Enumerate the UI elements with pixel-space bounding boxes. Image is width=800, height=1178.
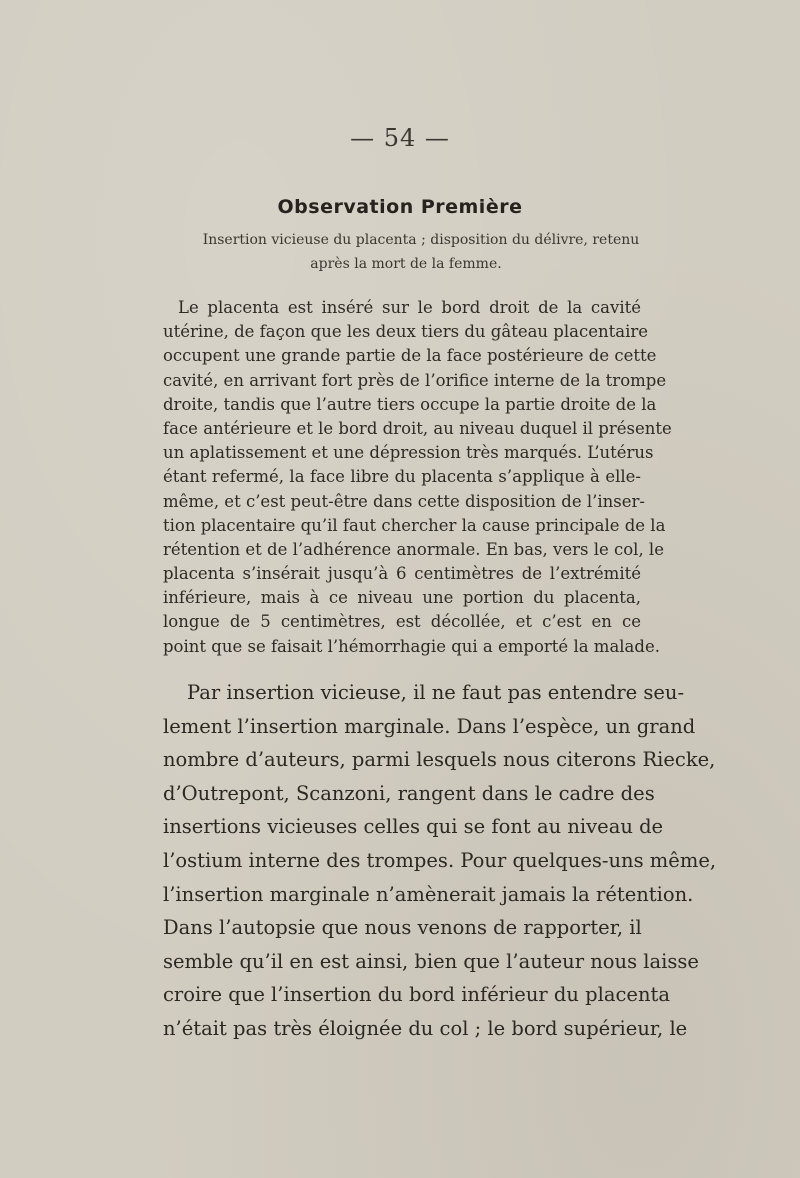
text-line: croire que l’insertion du bord inférieur du placenta — [163, 983, 670, 1007]
text-line: l’ostium interne des trompes. Pour quelques-uns même, — [163, 848, 717, 872]
text-line: point que se faisait l’hémorrhagie qui a emporté la malade. — [163, 636, 660, 656]
text-line: un aplatissement et une dépression très marqués. L’utérus — [163, 443, 654, 463]
paragraph-discussion — [163, 676, 717, 1046]
subtitle-line: après la mort de la femme. — [310, 256, 502, 272]
text-line: face antérieure et le bord droit, au niveau duquel il présente — [163, 418, 672, 438]
text-line: étant refermé, la face libre du placenta s’applique à elle- — [163, 467, 641, 487]
text-line: Le placenta est inséré sur le bord droit de la cavité — [178, 298, 641, 317]
text-line: rétention et de l’adhérence anormale. En bas, vers le col, le — [163, 539, 664, 559]
text-line: lement l’insertion marginale. Dans l’espèce, un grand — [163, 714, 696, 738]
text-line: d’Outrepont, Scanzoni, rangent dans le cadre des — [163, 781, 655, 805]
text-line: longue de 5 centimètres, est décollée, et c’est en ce — [163, 612, 641, 632]
text-line: Dans l’autopsie que nous venons de rapporter, il — [163, 916, 642, 940]
text-line: l’insertion marginale n’amènerait jamais la rétention. — [163, 882, 694, 906]
paragraph-observation — [163, 296, 672, 659]
page-number: — 54 — — [350, 124, 450, 152]
text-line: cavité, en arrivant fort près de l’orifice interne de la trompe — [163, 370, 667, 390]
text-line: droite, tandis que l’autre tiers occupe la partie droite de la — [163, 394, 657, 414]
text-line: utérine, de façon que les deux tiers du gâteau placentaire — [163, 322, 649, 342]
text-line: même, et c’est peut-être dans cette disposition de l’inser- — [163, 491, 645, 511]
text-line: nombre d’auteurs, parmi lesquels nous citerons Riecke, — [163, 748, 716, 772]
subtitle-line: Insertion vicieuse du placenta ; disposition du délivre, retenu — [202, 232, 640, 248]
text-line: semble qu’il en est ainsi, bien que l’auteur nous laisse — [163, 949, 699, 973]
text-line: inférieure, mais à ce niveau une portion du placenta, — [163, 588, 641, 608]
text-line: tion placentaire qu’il faut chercher la cause principale de la — [163, 515, 666, 535]
text-line: occupent une grande partie de la face postérieure de cette — [163, 346, 657, 366]
text-line: Par insertion vicieuse, il ne faut pas entendre seu- — [187, 681, 685, 704]
text-line: placenta s’insérait jusqu’à 6 centimètres de l’extrémité — [163, 564, 641, 584]
observation-title: Observation Première — [277, 196, 523, 218]
text-line: n’était pas très éloignée du col ; le bord supérieur, le — [163, 1016, 688, 1040]
text-line: insertions vicieuses celles qui se font au niveau de — [163, 815, 664, 839]
